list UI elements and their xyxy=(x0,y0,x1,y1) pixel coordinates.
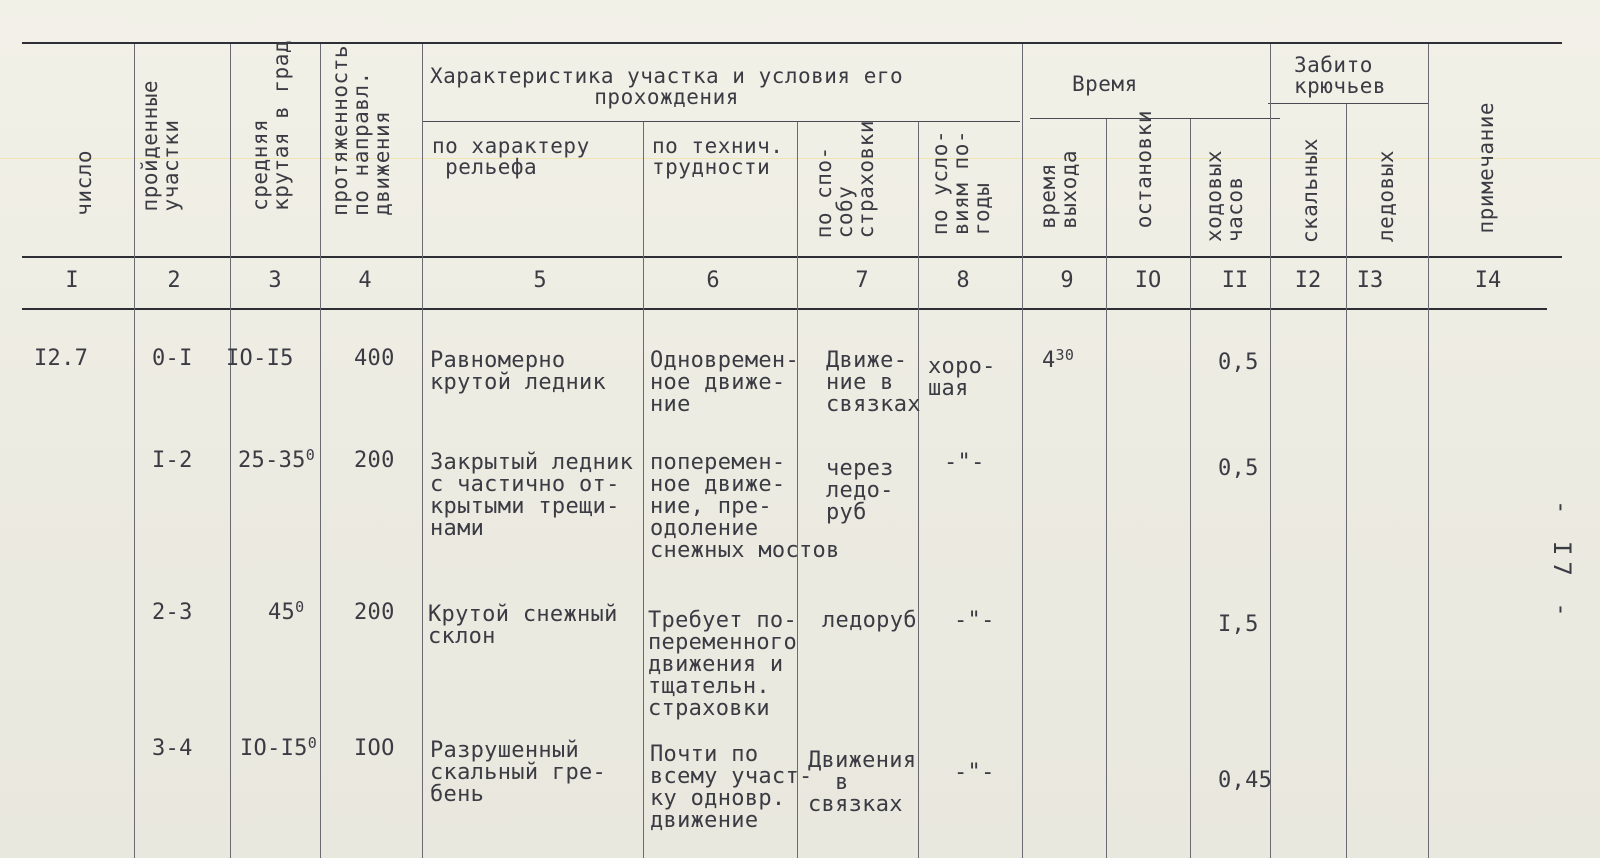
col-divider xyxy=(643,122,644,858)
header-bottom-rule xyxy=(22,256,1562,258)
cell-belay: ледоруб xyxy=(822,608,917,633)
cell-hours: 0,5 xyxy=(1218,350,1259,375)
column-number: 9 xyxy=(1060,268,1074,293)
cell-steepness: $25-35^0$ xyxy=(238,446,316,473)
column-number: I3 xyxy=(1356,268,1384,293)
column-number: II xyxy=(1221,268,1249,293)
header-time-group: Время xyxy=(1072,72,1138,96)
cell-belay: Движе- ние в связках xyxy=(826,348,921,417)
header-time-out: время выхода xyxy=(1036,150,1081,229)
col-divider xyxy=(134,44,135,858)
cell-weather: хоро- шая xyxy=(928,354,996,401)
cell-technical: поперемен- ное движе- ние, пре- одоление снежных мостов xyxy=(650,450,840,563)
column-number: 6 xyxy=(706,268,720,293)
cell-steepness: IO-I5 xyxy=(226,346,294,371)
header-relief: по характеру рельефа xyxy=(432,134,590,179)
cell-belay: через ледо- руб xyxy=(826,456,894,525)
header-length: протяженность по направл. движения xyxy=(328,45,394,216)
cell-section: 2-3 xyxy=(152,600,193,625)
header-weather: по усло- виям по- годы xyxy=(928,130,994,236)
column-number: 8 xyxy=(956,268,970,293)
column-number: 3 xyxy=(268,268,282,293)
header-stops: остановки xyxy=(1132,110,1156,229)
cell-section: I-2 xyxy=(152,448,193,473)
column-number: 4 xyxy=(358,268,372,293)
column-number: 7 xyxy=(855,268,869,293)
cell-hours: 0,5 xyxy=(1218,456,1259,481)
cell-section: 3-4 xyxy=(152,736,193,761)
column-number: IO xyxy=(1134,268,1162,293)
cell-technical: Почти по всему участ- ку одновр. движение xyxy=(650,742,813,833)
cell-relief: Разрушенный скальный гре- бень xyxy=(430,738,607,807)
numbers-bottom-rule xyxy=(22,308,1547,310)
cell-technical: Одновремен- ное движе- ние xyxy=(650,348,799,417)
cell-length: 200 xyxy=(354,600,395,625)
cell-length: IOO xyxy=(354,736,395,761)
col-divider xyxy=(1106,119,1107,858)
header-ice-hooks: ледовых xyxy=(1374,150,1398,243)
cell-belay: Движения в связках xyxy=(808,748,917,817)
header-rock-hooks: скальных xyxy=(1298,138,1322,244)
cell-length: 200 xyxy=(354,448,395,473)
group-hooks-rule xyxy=(1268,103,1428,104)
header-walking-hours: ходовых часов xyxy=(1202,150,1247,243)
header-date: число xyxy=(72,150,96,216)
col-divider xyxy=(1190,119,1191,858)
header-hooks-group: Забито крючьев xyxy=(1294,53,1387,98)
cell-hours: 0,45 xyxy=(1218,768,1273,793)
paper-fold-line xyxy=(0,158,1600,159)
cell-technical: Требует по- переменного движения и тщательн. страховки xyxy=(648,608,797,721)
cell-steepness: $45^0$ xyxy=(268,598,305,625)
header-notes: примечание xyxy=(1474,102,1498,234)
col-divider xyxy=(230,44,231,858)
col-divider xyxy=(918,122,919,858)
col-divider xyxy=(1270,44,1271,858)
col-divider xyxy=(422,44,423,858)
column-number: I xyxy=(65,268,79,293)
header-technical: по технич. трудности xyxy=(652,134,784,179)
cell-section: 0-I xyxy=(152,346,193,371)
cell-relief: Крутой снежный склон xyxy=(428,602,618,649)
column-number: 5 xyxy=(533,268,547,293)
page-number: - I7 - xyxy=(1548,500,1576,623)
cell-steepness: $IO-I5^0$ xyxy=(240,734,318,761)
group-char-rule xyxy=(422,121,1020,122)
cell-relief: Равномерно крутой ледник xyxy=(430,348,607,395)
cell-time-out: $4^{30}$ xyxy=(1042,346,1075,373)
header-sections: пройденные участки xyxy=(138,80,183,212)
cell-weather: -"- xyxy=(954,760,995,785)
column-number: 2 xyxy=(167,268,181,293)
cell-weather: -"- xyxy=(954,608,995,633)
column-number: I2 xyxy=(1294,268,1322,293)
column-number: I4 xyxy=(1474,268,1502,293)
header-steepness: средняя крутая в град xyxy=(248,40,293,211)
cell-length: 400 xyxy=(354,346,395,371)
cell-date: I2.7 xyxy=(34,346,89,371)
col-divider xyxy=(1428,44,1429,858)
cell-hours: I,5 xyxy=(1218,612,1259,637)
col-divider xyxy=(1022,44,1023,858)
cell-relief: Закрытый ледник с частично от- крытыми трещи- нами xyxy=(430,450,634,541)
col-divider xyxy=(320,44,321,858)
header-characteristic-group: Характеристика участка и условия его прохождения xyxy=(430,64,904,109)
header-belay: по спо- собу страховки xyxy=(812,120,878,239)
col-divider xyxy=(1346,104,1347,858)
cell-weather: -"- xyxy=(944,450,985,475)
